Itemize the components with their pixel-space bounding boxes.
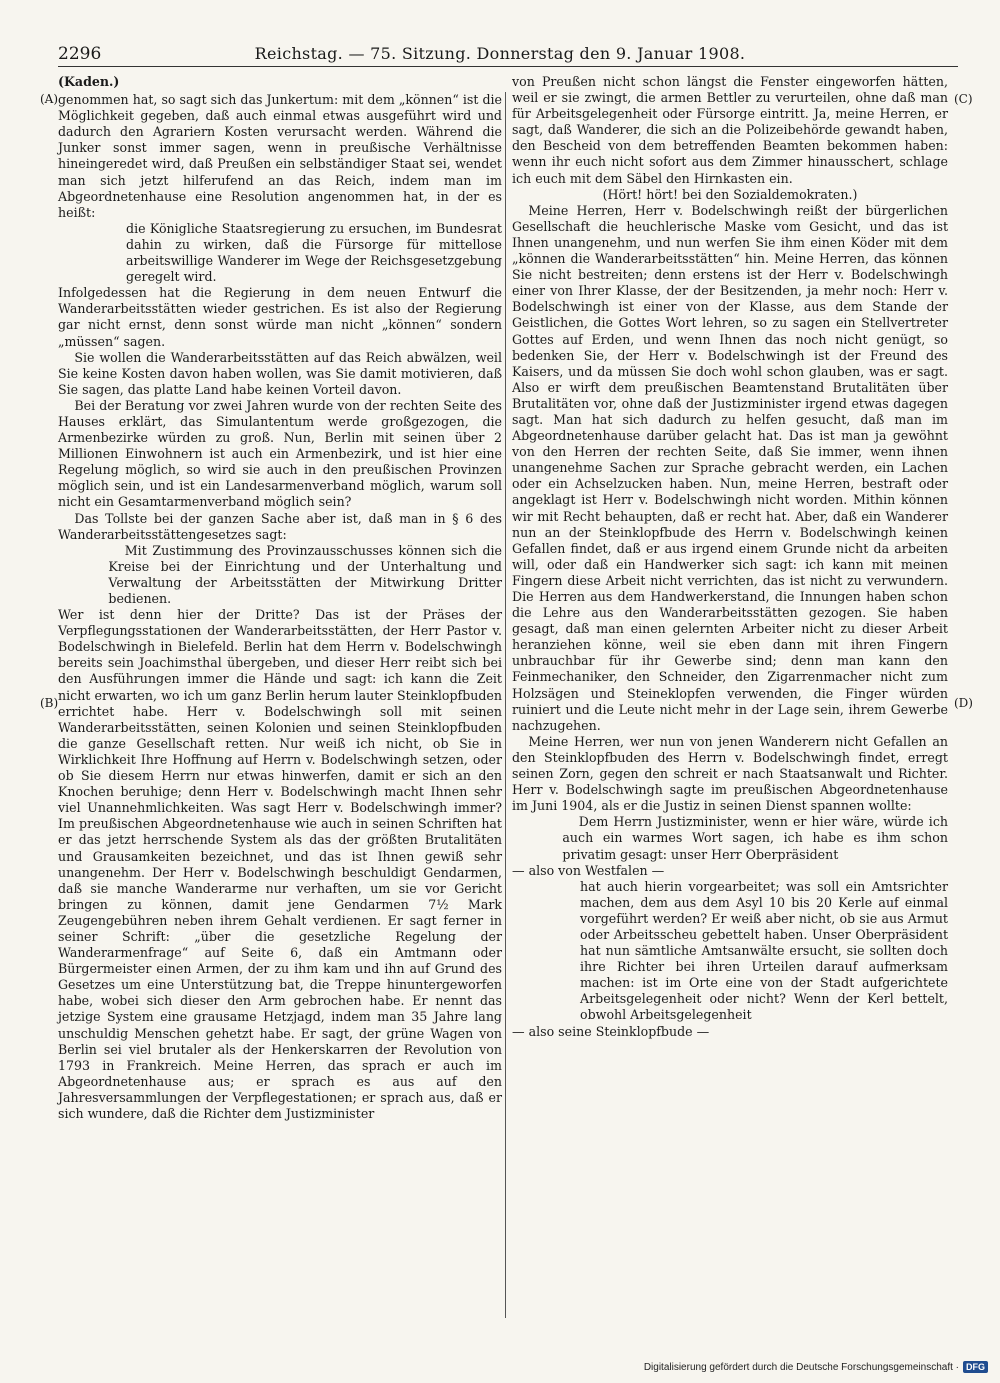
right-quote: Dem Herrn Justizminister, wenn er hier wäre, würde ich auch ein warmes Wort sagen, ich habe es ihm schon privatim gesagt: unser Herr Oberpräsident: [562, 814, 948, 862]
left-column: [58, 74, 502, 1122]
dfg-logo: DFG: [963, 1361, 988, 1373]
left-quote: Mit Zustimmung des Provinzausschusses können sich die Kreise bei der Einrichtung und der Unterhaltung und Verwaltung der Arbeitsstätten der Mitwirkung Dritter bedienen.: [108, 542, 502, 606]
aside: — also von Westfalen —: [512, 862, 665, 878]
left-paragraph: Bei der Beratung vor zwei Jahren wurde von der rechten Seite des Hauses erklärt, das Simulantentum werde großgezogen, die Armenbezirke würden zu groß. Nun, Berlin mit seinen über 2 Millionen Einwohnern ist auch ein Armenbezirk, und ist hier eine Regelung möglich, so wird sie auch in den preußischen Provinzen möglich sein, und ist ein Landesarmenverband möglich, warum soll nicht ein Gesamtarmenverband möglich sein?: [58, 397, 502, 510]
speaker-name: (Kaden.): [58, 74, 120, 89]
running-head: Reichstag. — 75. Sitzung. Donnerstag den 9. Januar 1908.: [254, 44, 746, 63]
left-paragraph: Infolgedessen hat die Regierung in dem neuen Entwurf die Wanderarbeitsstätten wieder gestrichen. Es ist also der Regierung gar nicht ernst, denn sonst würde man nicht „können“ sondern „müssen“ sagen.: [58, 285, 502, 349]
left-quote: die Königliche Staatsregierung zu ersuchen, im Bundesrat dahin zu wirken, daß die Fürsorge für mittellose arbeitswillige Wanderer im Wege der Reichsgesetzgebung geregelt wird.: [126, 220, 502, 285]
right-paragraph: Meine Herren, Herr v. Bodelschwingh reißt der bürgerlichen Gesellschaft die heuchlerische Maske vom Gesicht, und das ist Ihnen unangenehm, und nun werfen Sie ihm einen Köder mit dem „können die Wanderarbeitsstätten“ hin. Meine Herren, das können Sie nicht bestreiten; denn erstens ist der Herr v. Bodelschwingh einer von Ihrer Klasse, der der Besitzenden, ja mehr noch: Herr v. Bodelschwingh ist einer von der Klasse, aus dem Stande der Geistlichen, die Gottes Wort lehren, so zu sagen ein Stellvertreter Gottes auf Erden, und wenn Ihnen das noch nicht genügt, so bedenken Sie, der Herr v. Bodelschwingh ist der Freund des Kaisers, und da müssen Sie doch wohl schon glauben, was er sagt. Also er wirft dem preußischen Beamtenstand Brutalitäten über Brutalitäten vor, ohne daß der Justizminister irgend etwas dagegen sagt. Man hat sich dadurch zu helfen gesucht, daß man im Abgeordnetenhause darüber gelacht hat. Das ist man ja gewöhnt von den Herren der rechten Seite, daß Sie immer, wenn ihnen unangenehme Sachen zur Sprache gebracht werden, ein Lachen oder ein Achselzucken haben. Nun, meine Herren, bestraft oder angeklagt ist Herr v. Bodelschwingh nicht worden. Mithin können wir mit Recht behaupten, daß er recht hat. Aber, daß ein Wanderer nun an der Steinklopfbude des Herrn v. Bodelschwingh keinen Gefallen findet, daß er aus irgend einem Grunde nicht da arbeiten will, oder daß ein Handwerker sich sagt: ich kann mit meinen Fingern diese Arbeit nicht verrichten, das ist nicht zu verwundern. Die Herren aus dem Handwerkerstand, die Innungen haben schon die Lehre aus den Wanderarbeitsstätten gezogen. Sie haben gesagt, daß man einen gelernten Arbeiter nicht zu dieser Arbeit heranziehen könne, weil sie eben dann mit ihren Fingern unbrauchbar für ihr Gewerbe sind; denn man kann den Feinmechaniker, den Schneider, den Zigarrenmacher nicht zum Holzsägen und Steineklopfen verwenden, die Finger würden ruiniert und die Leute nicht mehr in der Lage sein, ihrem Gewerbe nachzugehen.: [512, 202, 948, 733]
header-rule: [58, 66, 958, 67]
marker-b: (B): [40, 696, 59, 710]
left-paragraph: Das Tollste bei der ganzen Sache aber ist, daß man in § 6 des Wanderarbeitsstättengesetzes sagt:: [58, 510, 502, 542]
marker-d: (D): [954, 696, 973, 710]
footer-credit: [644, 1361, 988, 1373]
footer-credit-text: Digitalisierung gefördert durch die Deutsche Forschungsgemeinschaft ·: [643, 1361, 959, 1373]
marker-c: (C): [954, 92, 973, 106]
right-paragraph: Meine Herren, wer nun von jenen Wanderern nicht Gefallen an den Steinklopfbuden des Herrn v. Bodelschwingh findet, erregt seinen Zorn, gegen den schreit er nach Staatsanwalt und Richter. Herr v. Bodelschwingh sagte im preußischen Abgeordnetenhause im Juni 1904, als er die Justiz in seinen Dienst spannen wollte:: [512, 733, 948, 814]
left-paragraph: genommen hat, so sagt sich das Junkertum: mit dem „können“ ist die Möglichkeit gegeben, daß auch einmal etwas ausgeführt wird und dadurch den Agrariern Kosten verursacht werden. Während die Junker sonst immer sagen, wenn in preußische Verhältnisse hineingeredet wird, daß Preußen ein selbständiger Staat sei, wendet man sich jetzt hilferufend an das Reich, indem man im Abgeordnetenhause eine Resolution angenommen hat, in der es heißt:: [58, 92, 502, 220]
page-number: 2296: [58, 44, 102, 64]
right-paragraph: von Preußen nicht schon längst die Fenster eingeworfen hätten, weil er sie zwingt, die armen Bettler zu verurteilen, ohne daß man für Arbeitsgelegenheit oder Fürsorge eintritt. Ja, meine Herren, er sagt, daß Wanderer, die sich an die Polizeibehörde gewandt haben, den Bescheid von dem betreffenden Beamten bekommen haben: wenn ihr euch nicht sofort aus dem Zimmer hinausschert, schlage ich euch mit dem Säbel den Hirnkasten ein.: [512, 74, 948, 186]
left-paragraph: Wer ist denn hier der Dritte? Das ist der Präses der Verpflegungsstationen der Wanderarbeitsstätten, der Herr Pastor v. Bodelschwingh in Bielefeld. Berlin hat dem Herrn v. Bodelschwingh bereits sein Joachimsthal übergeben, und dieser Herr reibt sich bei den Ausführungen immer die Hände und sagt: ich kann die Zeit nicht erwarten, wo ich um ganz Berlin herum lauter Steinklopfbuden errichtet habe. Herr v. Bodelschwingh soll mit seinen Wanderarbeitsstätten, seinen Kolonien und seinen Steinklopfbuden die ganze Gesellschaft retten. Nur weiß ich nicht, ob Sie in Wirklichkeit Ihre Hoffnung auf Herrn v. Bodelschwingh setzen, oder ob Sie diesem Herrn nur etwas hinwerfen, damit er sich an den Knochen beruhige; denn Herr v. Bodelschwingh macht Ihnen sehr viel Unannehmlichkeiten. Was sagt Herr v. Bodelschwingh immer? Im preußischen Abgeordnetenhause wie auch in seinen Schriften hat er das jetzt herrschende System als das der größten Brutalitäten und Grausamkeiten bezeichnet, und das ist Ihnen gewiß sehr unangenehm. Der Herr v. Bodelschwingh beschuldigt Gendarmen, daß sie manche Wanderarme nur verhaften, um sie vor Gericht bringen zu können, damit jene Gendarmen 7½ Mark Zeugengebühren neben ihrem Gehalt verdienen. Er sagt ferner in seiner Schrift: „über die gesetzliche Regelung der Wanderarmenfrage“ auf Seite 6, daß ein Amtmann oder Bürgermeister einen Armen, der zu ihm kam und ihn auf Grund des Gesetzes um eine Unterstützung bat, die Treppe hinuntergeworfen habe, wobei sich dieser den Arm gebrochen habe. Er nennt das jetzige System eine grausame Hetzjagd, indem man 35 Jahre lang unschuldig Menschen gehetzt habe. Er sagt, der grüne Wagen von Berlin sei viel brutaler als der Henkerskarren der Revolution von 1793 in Frankreich. Meine Herren, das sprach er auch im Abgeordnetenhause aus; er sprach es aus auf den Jahresversammlungen der Verpflegestationen; er sprach aus, daß er sich wundere, daß die Richter dem Justizminister: [58, 607, 502, 1121]
left-paragraph: Sie wollen die Wanderarbeitsstätten auf das Reich abwälzen, weil Sie keine Kosten davon haben wollen, was Sie damit motivieren, daß Sie sagen, das platte Land habe keinen Vorteil davon.: [58, 349, 502, 397]
column-divider: [505, 92, 506, 1318]
marker-a: (A): [40, 92, 59, 106]
aside: — also seine Steinklopfbude —: [512, 1023, 710, 1039]
right-quote: hat auch hierin vorgearbeitet; was soll ein Amtsrichter machen, dem aus dem Asyl 10 bis 20 Kerle auf einmal vorgeführt werden? Er weiß aber nicht, ob sie aus Armut oder Arbeitsscheu gebettelt haben. Unser Oberpräsident hat nun sämtliche Amtsanwälte ersucht, sie sollten doch ihre Richter bei ihren Urteilen darauf aufmerksam machen: ist im Orte eine von der Stadt aufgerichtete Arbeitsgelegenheit oder nicht? Wenn der Kerl bettelt, obwohl Arbeitsgelegenheit: [580, 878, 948, 1023]
right-column: [512, 74, 948, 1040]
interjection: (Hört! hört! bei den Sozialdemokraten.): [602, 186, 858, 202]
